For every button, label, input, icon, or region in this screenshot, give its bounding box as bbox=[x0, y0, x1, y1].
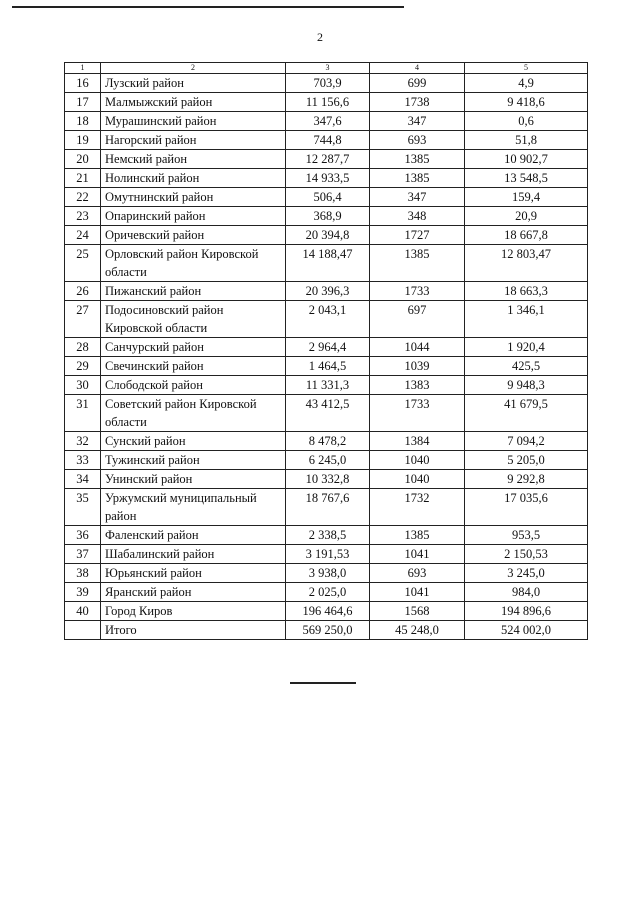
value-column-3: 744,8 bbox=[286, 131, 370, 150]
district-name: Советский район Кировской области bbox=[101, 395, 286, 432]
value-column-4: 1039 bbox=[370, 357, 465, 376]
page-number: 2 bbox=[317, 30, 323, 44]
top-rule bbox=[12, 6, 404, 8]
total-number-cell bbox=[65, 621, 101, 640]
value-column-4: 1040 bbox=[370, 451, 465, 470]
row-number: 25 bbox=[65, 245, 101, 282]
value-column-3: 11 156,6 bbox=[286, 93, 370, 112]
table-row bbox=[65, 112, 588, 131]
table-row bbox=[65, 169, 588, 188]
row-number: 37 bbox=[65, 545, 101, 564]
district-name: Немский район bbox=[101, 150, 286, 169]
table-row bbox=[65, 526, 588, 545]
row-number: 26 bbox=[65, 282, 101, 301]
table-row bbox=[65, 564, 588, 583]
value-column-4: 1383 bbox=[370, 376, 465, 395]
row-number: 30 bbox=[65, 376, 101, 395]
row-number: 23 bbox=[65, 207, 101, 226]
table-row bbox=[65, 207, 588, 226]
value-column-4: 1041 bbox=[370, 583, 465, 602]
value-column-3: 43 412,5 bbox=[286, 395, 370, 432]
district-name: Подосиновский район Кировской области bbox=[101, 301, 286, 338]
value-column-3: 506,4 bbox=[286, 188, 370, 207]
value-column-5: 1 346,1 bbox=[465, 301, 588, 338]
table-row bbox=[65, 583, 588, 602]
value-column-3: 14 188,47 bbox=[286, 245, 370, 282]
value-column-5: 51,8 bbox=[465, 131, 588, 150]
value-column-5: 20,9 bbox=[465, 207, 588, 226]
value-column-4: 1040 bbox=[370, 470, 465, 489]
value-column-5: 18 663,3 bbox=[465, 282, 588, 301]
value-column-3: 20 396,3 bbox=[286, 282, 370, 301]
district-name: Нагорский район bbox=[101, 131, 286, 150]
value-column-4: 1385 bbox=[370, 150, 465, 169]
district-name: Шабалинский район bbox=[101, 545, 286, 564]
district-name: Лузский район bbox=[101, 74, 286, 93]
value-column-4: 1384 bbox=[370, 432, 465, 451]
total-column-4: 45 248,0 bbox=[370, 621, 465, 640]
district-name: Сунский район bbox=[101, 432, 286, 451]
row-number: 32 bbox=[65, 432, 101, 451]
value-column-4: 697 bbox=[370, 301, 465, 338]
value-column-5: 7 094,2 bbox=[465, 432, 588, 451]
value-column-3: 1 464,5 bbox=[286, 357, 370, 376]
value-column-3: 18 767,6 bbox=[286, 489, 370, 526]
value-column-3: 3 191,53 bbox=[286, 545, 370, 564]
row-number: 33 bbox=[65, 451, 101, 470]
value-column-3: 10 332,8 bbox=[286, 470, 370, 489]
table-row bbox=[65, 470, 588, 489]
value-column-3: 14 933,5 bbox=[286, 169, 370, 188]
value-column-4: 1044 bbox=[370, 338, 465, 357]
row-number: 38 bbox=[65, 564, 101, 583]
value-column-4: 1732 bbox=[370, 489, 465, 526]
table-body bbox=[65, 74, 588, 621]
district-name: Фаленский район bbox=[101, 526, 286, 545]
row-number: 18 bbox=[65, 112, 101, 131]
value-column-5: 194 896,6 bbox=[465, 602, 588, 621]
value-column-5: 984,0 bbox=[465, 583, 588, 602]
value-column-4: 1385 bbox=[370, 245, 465, 282]
value-column-4: 1733 bbox=[370, 282, 465, 301]
value-column-5: 2 150,53 bbox=[465, 545, 588, 564]
table-row bbox=[65, 376, 588, 395]
value-column-3: 8 478,2 bbox=[286, 432, 370, 451]
value-column-4: 1733 bbox=[370, 395, 465, 432]
district-name: Тужинский район bbox=[101, 451, 286, 470]
value-column-4: 1727 bbox=[370, 226, 465, 245]
total-label: Итого bbox=[101, 621, 286, 640]
district-name: Орловский район Кировской области bbox=[101, 245, 286, 282]
district-name: Унинский район bbox=[101, 470, 286, 489]
row-number: 19 bbox=[65, 131, 101, 150]
district-name: Омутнинский район bbox=[101, 188, 286, 207]
value-column-3: 20 394,8 bbox=[286, 226, 370, 245]
value-column-3: 2 338,5 bbox=[286, 526, 370, 545]
table-row bbox=[65, 93, 588, 112]
total-column-5: 524 002,0 bbox=[465, 621, 588, 640]
value-column-4: 693 bbox=[370, 131, 465, 150]
table-row bbox=[65, 395, 588, 432]
row-number: 16 bbox=[65, 74, 101, 93]
value-column-5: 13 548,5 bbox=[465, 169, 588, 188]
table-row bbox=[65, 489, 588, 526]
value-column-5: 9 418,6 bbox=[465, 93, 588, 112]
row-number: 40 bbox=[65, 602, 101, 621]
column-header: 5 bbox=[465, 63, 588, 74]
value-column-5: 0,6 bbox=[465, 112, 588, 131]
table-row bbox=[65, 150, 588, 169]
district-name: Опаринский район bbox=[101, 207, 286, 226]
value-column-3: 2 964,4 bbox=[286, 338, 370, 357]
table-row bbox=[65, 188, 588, 207]
column-header: 2 bbox=[101, 63, 286, 74]
value-column-4: 1385 bbox=[370, 526, 465, 545]
value-column-3: 703,9 bbox=[286, 74, 370, 93]
row-number: 36 bbox=[65, 526, 101, 545]
district-name: Пижанский район bbox=[101, 282, 286, 301]
table-row bbox=[65, 545, 588, 564]
column-header: 4 bbox=[370, 63, 465, 74]
value-column-5: 4,9 bbox=[465, 74, 588, 93]
table-row bbox=[65, 357, 588, 376]
district-name: Уржумский муниципальный район bbox=[101, 489, 286, 526]
table-row bbox=[65, 226, 588, 245]
row-number: 29 bbox=[65, 357, 101, 376]
value-column-5: 9 948,3 bbox=[465, 376, 588, 395]
row-number: 35 bbox=[65, 489, 101, 526]
district-name: Слободской район bbox=[101, 376, 286, 395]
table-row bbox=[65, 338, 588, 357]
column-header: 3 bbox=[286, 63, 370, 74]
table-row bbox=[65, 432, 588, 451]
row-number: 31 bbox=[65, 395, 101, 432]
value-column-3: 368,9 bbox=[286, 207, 370, 226]
value-column-3: 11 331,3 bbox=[286, 376, 370, 395]
row-number: 22 bbox=[65, 188, 101, 207]
district-name: Яранский район bbox=[101, 583, 286, 602]
table-row bbox=[65, 131, 588, 150]
bottom-rule bbox=[290, 682, 356, 684]
value-column-5: 17 035,6 bbox=[465, 489, 588, 526]
total-row bbox=[65, 621, 588, 640]
value-column-5: 5 205,0 bbox=[465, 451, 588, 470]
row-number: 34 bbox=[65, 470, 101, 489]
value-column-4: 1041 bbox=[370, 545, 465, 564]
district-name: Нолинский район bbox=[101, 169, 286, 188]
district-name: Мурашинский район bbox=[101, 112, 286, 131]
value-column-5: 9 292,8 bbox=[465, 470, 588, 489]
value-column-4: 347 bbox=[370, 188, 465, 207]
value-column-5: 953,5 bbox=[465, 526, 588, 545]
value-column-5: 159,4 bbox=[465, 188, 588, 207]
district-name: Санчурский район bbox=[101, 338, 286, 357]
value-column-3: 347,6 bbox=[286, 112, 370, 131]
district-name: Город Киров bbox=[101, 602, 286, 621]
value-column-3: 2 025,0 bbox=[286, 583, 370, 602]
total-column-3: 569 250,0 bbox=[286, 621, 370, 640]
row-number: 17 bbox=[65, 93, 101, 112]
column-number-row bbox=[65, 63, 588, 74]
column-header: 1 bbox=[65, 63, 101, 74]
value-column-4: 699 bbox=[370, 74, 465, 93]
row-number: 39 bbox=[65, 583, 101, 602]
value-column-3: 196 464,6 bbox=[286, 602, 370, 621]
row-number: 28 bbox=[65, 338, 101, 357]
row-number: 21 bbox=[65, 169, 101, 188]
value-column-5: 18 667,8 bbox=[465, 226, 588, 245]
value-column-5: 3 245,0 bbox=[465, 564, 588, 583]
value-column-5: 12 803,47 bbox=[465, 245, 588, 282]
table-row bbox=[65, 245, 588, 282]
table-row bbox=[65, 282, 588, 301]
table-row bbox=[65, 602, 588, 621]
table-row bbox=[65, 301, 588, 338]
value-column-5: 41 679,5 bbox=[465, 395, 588, 432]
row-number: 20 bbox=[65, 150, 101, 169]
value-column-4: 348 bbox=[370, 207, 465, 226]
district-table bbox=[64, 62, 588, 640]
row-number: 24 bbox=[65, 226, 101, 245]
value-column-4: 1385 bbox=[370, 169, 465, 188]
value-column-5: 10 902,7 bbox=[465, 150, 588, 169]
table-row bbox=[65, 74, 588, 93]
district-name: Юрьянский район bbox=[101, 564, 286, 583]
value-column-3: 2 043,1 bbox=[286, 301, 370, 338]
district-name: Малмыжский район bbox=[101, 93, 286, 112]
district-name: Свечинский район bbox=[101, 357, 286, 376]
table-row bbox=[65, 451, 588, 470]
value-column-3: 3 938,0 bbox=[286, 564, 370, 583]
value-column-4: 1738 bbox=[370, 93, 465, 112]
value-column-5: 1 920,4 bbox=[465, 338, 588, 357]
value-column-4: 693 bbox=[370, 564, 465, 583]
district-name: Оричевский район bbox=[101, 226, 286, 245]
value-column-4: 1568 bbox=[370, 602, 465, 621]
value-column-4: 347 bbox=[370, 112, 465, 131]
value-column-3: 12 287,7 bbox=[286, 150, 370, 169]
value-column-3: 6 245,0 bbox=[286, 451, 370, 470]
row-number: 27 bbox=[65, 301, 101, 338]
value-column-5: 425,5 bbox=[465, 357, 588, 376]
